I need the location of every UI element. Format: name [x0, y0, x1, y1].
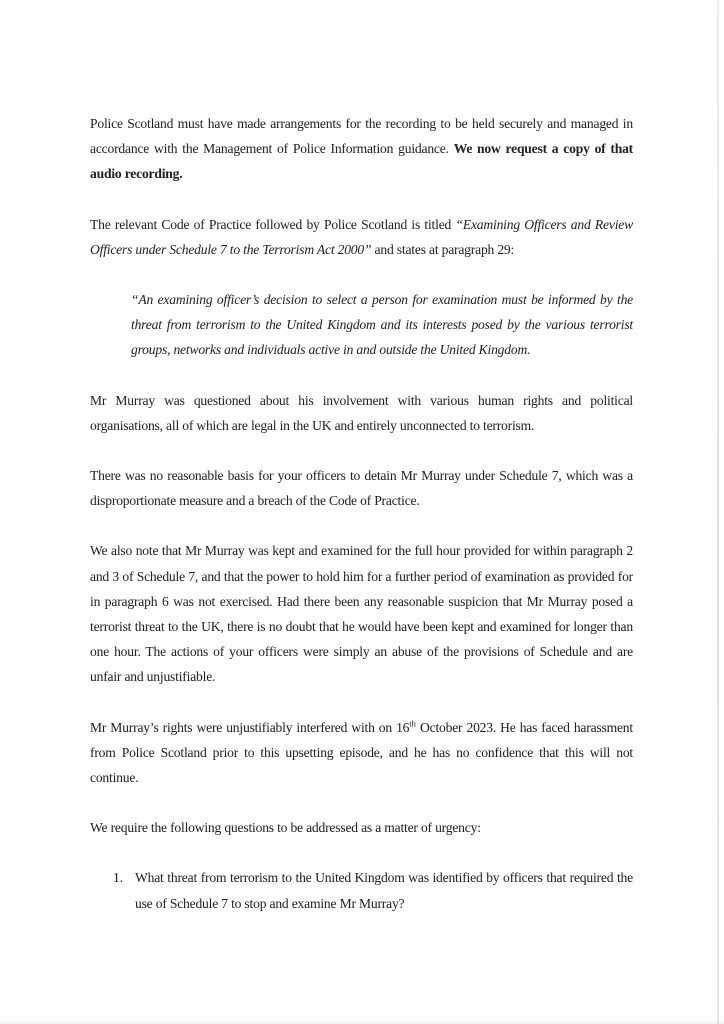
paragraph-text: Police Scotland must have made arrangements for the recording to be held securely and managed in accordance with the Management of Police Information guidance. [90, 116, 633, 157]
ordinal-superscript: th [409, 718, 416, 729]
scan-edge-shadow-bottom [0, 1020, 724, 1024]
code-of-practice-title: “Examining Officers and Review Officers under Schedule 7 to the Terrorism Act 2000” [90, 216, 633, 257]
paragraph-full-hour [90, 538, 633, 689]
scan-edge-shadow-right [717, 0, 719, 1024]
numbered-list-item [113, 865, 633, 915]
paragraph-text: The relevant Code of Practice followed by Police Scotland is titled [90, 216, 456, 232]
list-item-text: What threat from terrorism to the United Kingdom was identified by officers that required the use of Schedule 7 to stop and examine Mr Murray? [135, 870, 633, 911]
paragraph-text: October 2023. He has faced harassment from Police Scotland prior to this upsetting episode, and he has no confidence that this will not continue. [90, 719, 633, 786]
paragraph-text: We require the following questions to be addressed as a matter of urgency: [90, 820, 481, 836]
paragraph-questioning [90, 388, 633, 438]
paragraph-no-reasonable-basis [90, 463, 633, 513]
paragraph-text: There was no reasonable basis for your officers to detain Mr Murray under Schedule 7, which was a disproportionate measure and a breach of the Code of Practice. [90, 468, 633, 509]
paragraph-text: and states at paragraph 29: [371, 241, 515, 257]
paragraph-questions-intro [90, 815, 633, 840]
paragraph-text: We also note that Mr Murray was kept and examined for the full hour provided for within paragraph 2 and 3 of Schedule 7, and that the power to hold him for a further period of examination as provided for in paragraph 6 was not exercised. Had there been any reasonable suspicion that Mr Murray posed a terrorist threat to the UK, there is no doubt that he would have been kept and examined for longer than one hour. The actions of your officers were simply an abuse of the provisions of Schedule and are unfair and unjustifiable. [90, 543, 633, 685]
paragraph-text: Mr Murray’s rights were unjustifiably interfered with on 16 [90, 719, 410, 735]
paragraph-rights-interfered [90, 715, 633, 791]
letter-body [90, 111, 633, 916]
paragraph-text: Mr Murray was questioned about his involvement with various human rights and political organisations, all of which are legal in the UK and entirely unconnected to terrorism. [90, 392, 633, 433]
paragraph-code-of-practice [90, 212, 633, 262]
list-item-number: 1. [113, 870, 123, 886]
quote-text: “An examining officer’s decision to select a person for examination must be informed by the threat from terrorism to the United Kingdom and its interests posed by the various terrorist groups, networks and individuals active in and outside the United Kingdom. [131, 292, 633, 358]
blockquote-paragraph-29 [90, 287, 633, 363]
paragraph-recording-request [90, 111, 633, 187]
bold-request-text: We now request a copy of that audio recording. [90, 141, 633, 182]
